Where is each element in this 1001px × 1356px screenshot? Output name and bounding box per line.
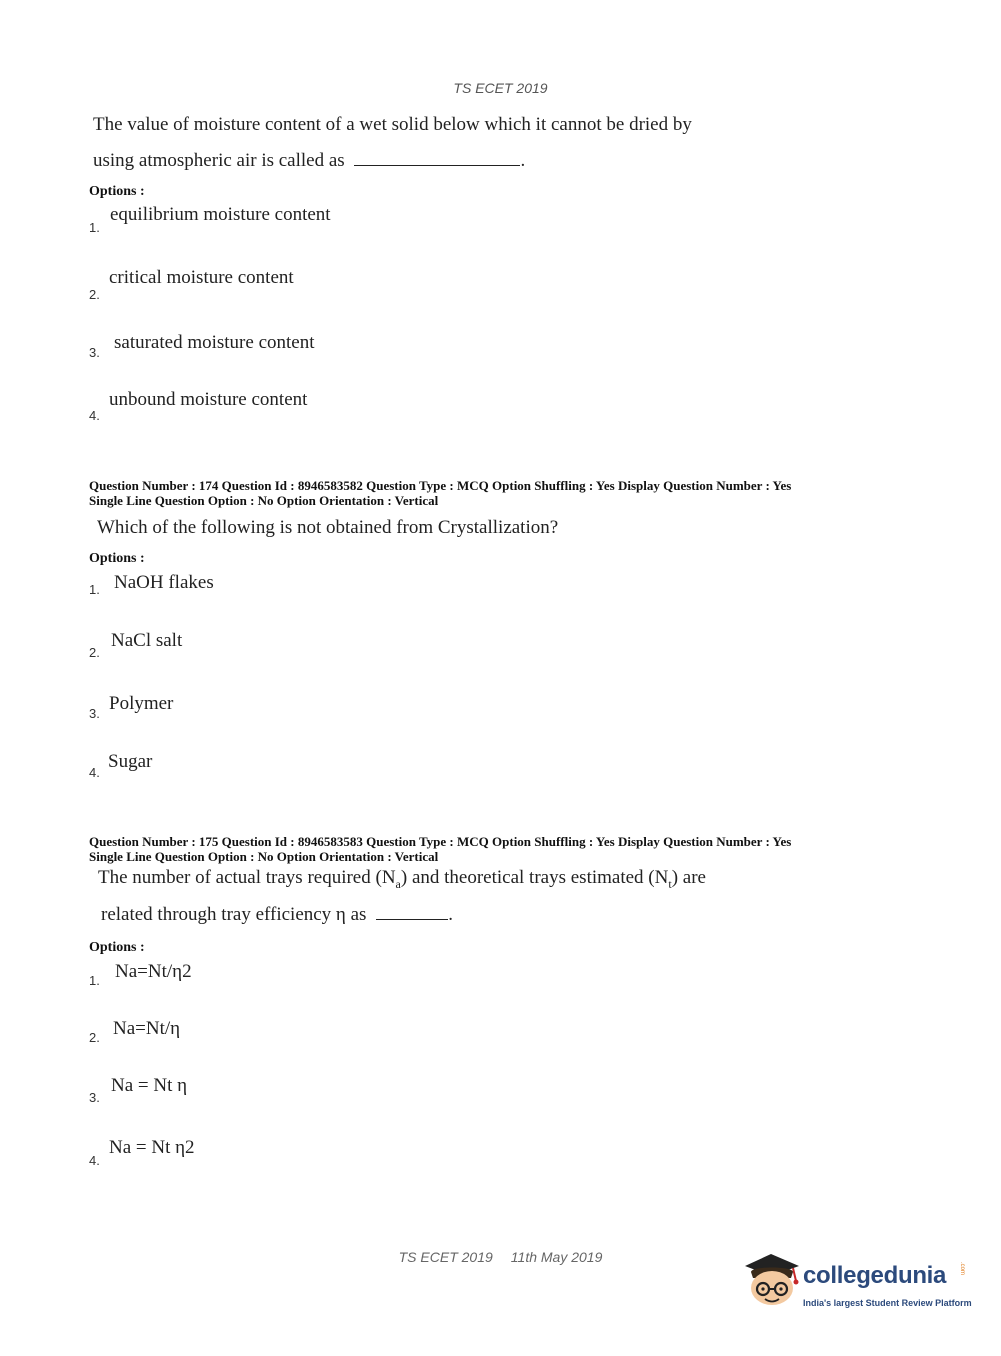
option-text: NaOH flakes	[114, 572, 214, 593]
collegedunia-logo-text: collegedunia	[803, 1262, 947, 1289]
option-number: 3.	[89, 706, 100, 721]
options-label: Options :	[89, 184, 145, 199]
question-175-meta-line2: Single Line Question Option : No Option Orientation : Vertical	[89, 849, 439, 864]
option-text: Na=Nt/η2	[115, 961, 192, 982]
option-text: equilibrium moisture content	[110, 204, 331, 225]
option-number: 3.	[89, 1090, 100, 1105]
option-number: 2.	[89, 1030, 100, 1045]
logo-tagline: India's largest Student Review Platform	[803, 1298, 972, 1308]
question-173-text-line2	[93, 150, 525, 172]
option-text: Sugar	[108, 751, 153, 772]
option-number: 2.	[89, 287, 100, 302]
option-number: 1.	[89, 220, 100, 235]
question-173-line2-end: .	[520, 150, 526, 171]
question-174-text: Which of the following is not obtained from Crystallization?	[97, 517, 559, 538]
option-number: 4.	[89, 1153, 100, 1168]
subscript-a: a	[395, 876, 401, 891]
option-text: saturated moisture content	[114, 332, 315, 353]
collegedunia-mascot-icon	[741, 1248, 803, 1310]
question-175-line1-part: ) and theoretical trays estimated (N	[400, 867, 669, 888]
logo-com-text: .com	[959, 1262, 965, 1276]
question-175-text-line2	[101, 904, 453, 926]
footer-date: 11th May 2019	[510, 1249, 603, 1265]
option-text: unbound moisture content	[109, 389, 308, 410]
option-text: Na = Nt η2	[109, 1137, 195, 1158]
question-175-meta-line1: Question Number : 175 Question Id : 8946583583 Question Type : MCQ Option Shuffling : Yes Display Question Number : Yes	[89, 834, 792, 849]
page-header: TS ECET 2019	[453, 80, 548, 96]
question-175-line2-end: .	[448, 904, 453, 925]
option-number: 2.	[89, 645, 100, 660]
question-173-text-line1: The value of moisture content of a wet solid below which it cannot be dried by	[93, 114, 692, 135]
option-text: Na = Nt η	[111, 1075, 188, 1096]
options-label: Options :	[89, 551, 145, 566]
option-text: Polymer	[109, 693, 174, 714]
option-number: 1.	[89, 582, 100, 597]
question-175-text-line1	[98, 867, 706, 892]
option-number: 4.	[89, 765, 100, 780]
question-175-line1-part: The number of actual trays required (N	[98, 867, 396, 888]
option-number: 3.	[89, 345, 100, 360]
answer-blank	[354, 151, 520, 166]
question-175-line1-part: ) are	[671, 867, 706, 888]
footer-exam: TS ECET 2019	[398, 1249, 493, 1265]
option-text: critical moisture content	[109, 267, 294, 288]
question-174-meta-line1: Question Number : 174 Question Id : 8946583582 Question Type : MCQ Option Shuffling : Yes Display Question Number : Yes	[89, 478, 792, 493]
option-number: 4.	[89, 408, 100, 423]
option-text: NaCl salt	[111, 630, 183, 651]
options-label: Options :	[89, 940, 145, 955]
subscript-t: t	[668, 876, 672, 891]
option-text: Na=Nt/η	[113, 1018, 181, 1039]
question-175-line2-text: related through tray efficiency η as	[101, 904, 367, 925]
question-174-meta-line2: Single Line Question Option : No Option Orientation : Vertical	[89, 493, 439, 508]
question-173-line2-text: using atmospheric air is called as	[93, 150, 345, 171]
option-number: 1.	[89, 973, 100, 988]
answer-blank	[376, 905, 448, 920]
